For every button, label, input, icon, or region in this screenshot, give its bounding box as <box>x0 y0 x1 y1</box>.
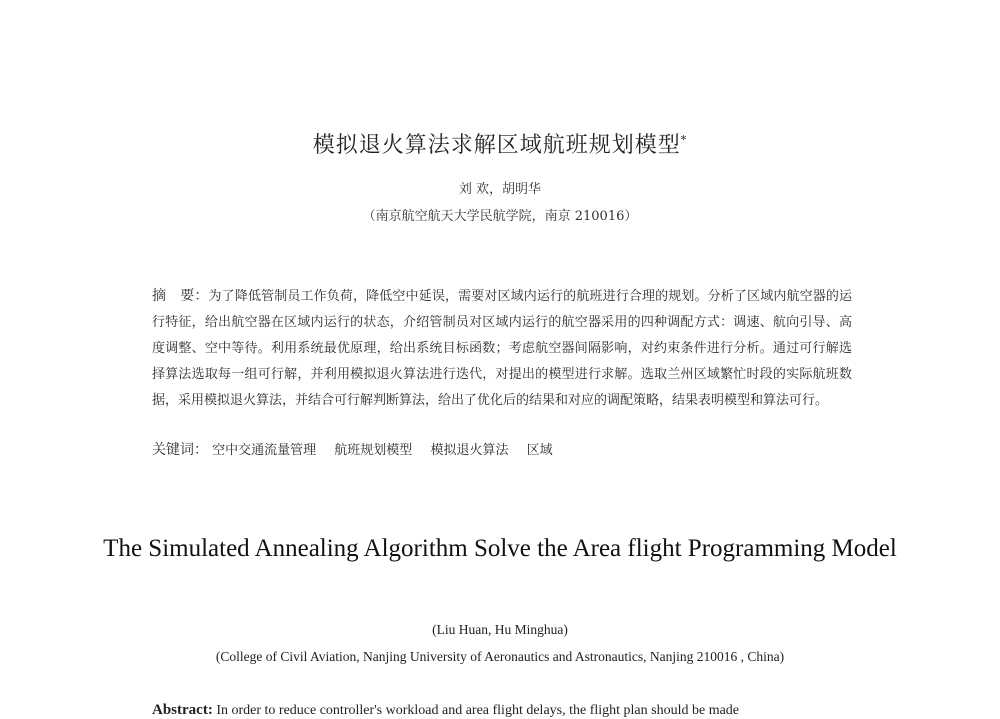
english-affiliation: (College of Civil Aviation, Nanjing University of Aeronautics and Astronautics, Nanjing 210016 , China) <box>215 649 785 664</box>
chinese-keywords-label: 关键词： <box>152 442 208 458</box>
english-authors: (Liu Huan, Hu Minghua) <box>432 622 568 637</box>
title-footnote-mark: * <box>680 133 688 147</box>
english-title: The Simulated Annealing Algorithm Solve the Area flight Programming Model <box>103 535 897 562</box>
chinese-title <box>0 128 1000 159</box>
chinese-abstract <box>152 283 852 414</box>
chinese-affiliation: （南京航空航天大学民航学院，南京 210016） <box>362 209 638 224</box>
chinese-title-text: 模拟退火算法求解区域航班规划模型 <box>312 133 681 158</box>
english-abstract-label: Abstract: <box>152 702 213 718</box>
chinese-keywords <box>152 439 852 459</box>
chinese-abstract-label: 摘 要： <box>152 288 209 304</box>
keyword: 空中交通流量管理 <box>212 443 317 458</box>
keyword: 航班规划模型 <box>334 443 413 458</box>
chinese-authors: 刘 欢，胡明华 <box>458 182 542 197</box>
english-abstract <box>152 702 852 719</box>
chinese-abstract-text: 为了降低管制员工作负荷，降低空中延误，需要对区域内运行的航班进行合理的规划。分析了区域内航空器的运行特征，给出航空器在区域内运行的状态，介绍管制员对区域内运行的航空器采用的四种调配方式：调速、航向引导、高度调整、空中等待。利用系统最优原理，给出系统目标函数；考虑航空器间隔影响，对约束条件进行分析。通过可行解选择算法选取每一组可行解，并利用模拟退火算法进行迭代，对提出的模型进行求解。选取兰州区域繁忙时段的实际航班数据，采用模拟退火算法，并结合可行解判断算法，给出了优化后的结果和对应的调配策略，结果表明模型和算法可行。 <box>152 289 852 408</box>
english-abstract-text: In order to reduce controller's workload and area flight delays, the flight plan should be made <box>216 703 740 718</box>
keyword: 区域 <box>526 443 553 458</box>
keyword: 模拟退火算法 <box>430 443 509 458</box>
